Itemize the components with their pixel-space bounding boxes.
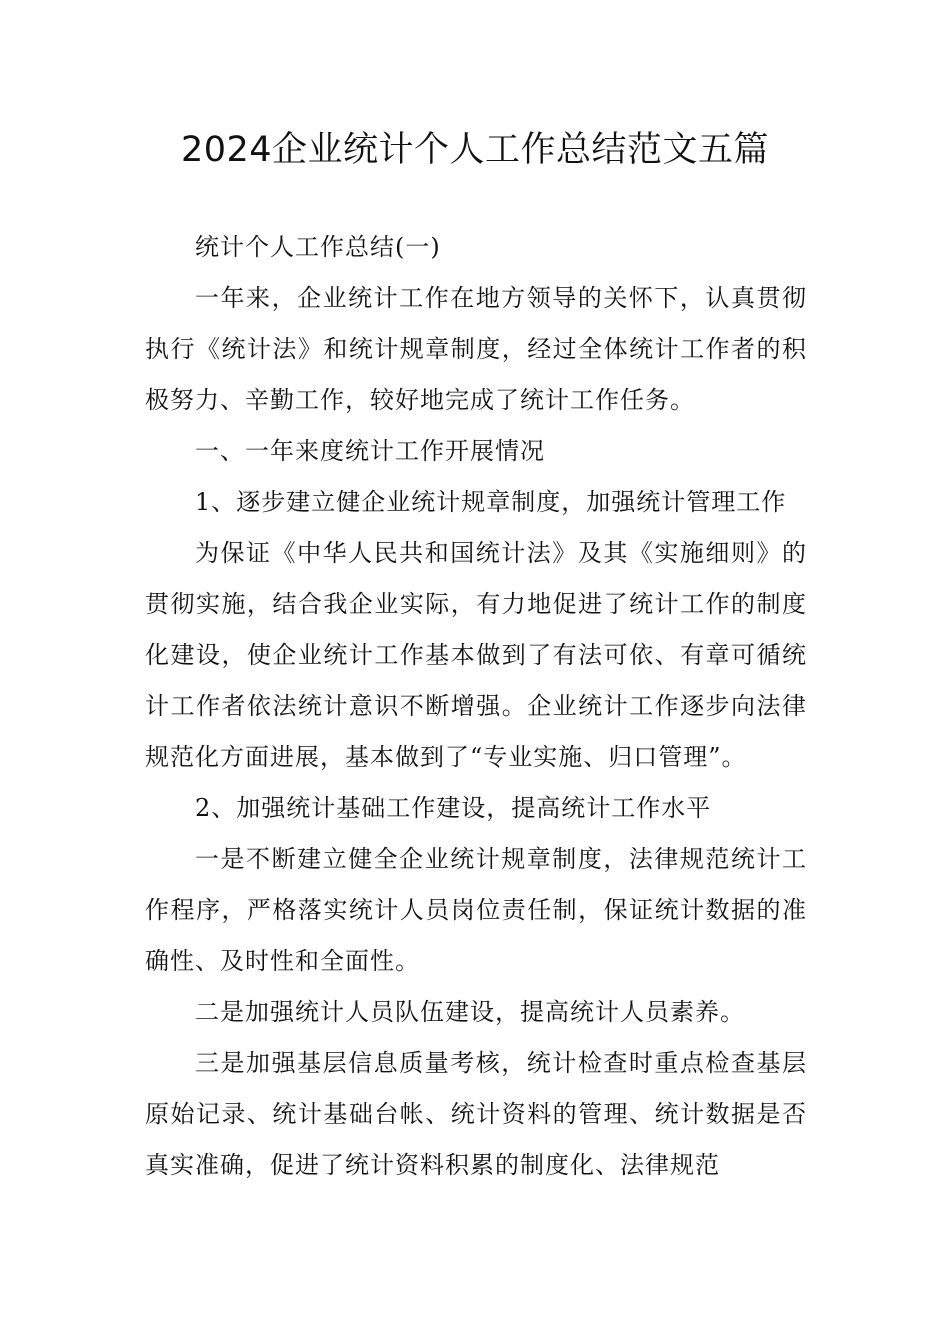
regulations-paragraph: 为保证《中华人民共和国统计法》及其《实施细则》的贯彻实施，结合我企业实际，有力地促进了统计工作的制度化建设，使企业统计工作基本做到了有法可依、有章可循统计工作者依法统计意识不断增强。企业统计工作逐步向法律规范化方面进展，基本做到了“专业实施、归口管理”。 (145, 539, 807, 771)
section-heading-summary-one: 统计个人工作总结(一) (195, 233, 441, 261)
subheading-regulations: 1、逐步建立健企业统计规章制度，加强统计管理工作 (195, 488, 787, 516)
point-one-paragraph: 一是不断建立健全企业统计规章制度，法律规范统计工作程序，严格落实统计人员岗位责任制，保证统计数据的准确性、及时性和全面性。 (145, 845, 807, 975)
document-body (145, 222, 807, 1191)
point-three-paragraph: 三是加强基层信息质量考核，统计检查时重点检查基层原始记录、统计基础台帐、统计资料的管理、统计数据是否真实准确，促进了统计资料积累的制度化、法律规范 (145, 1049, 807, 1179)
intro-paragraph: 一年来，企业统计工作在地方领导的关怀下，认真贯彻执行《统计法》和统计规章制度，经过全体统计工作者的积极努力、辛勤工作，较好地完成了统计工作任务。 (145, 284, 807, 414)
section-heading-work-status: 一、一年来度统计工作开展情况 (195, 437, 545, 465)
subheading-foundation-work: 2、加强统计基础工作建设，提高统计工作水平 (195, 794, 712, 822)
point-two-paragraph: 二是加强统计人员队伍建设，提高统计人员素养。 (195, 998, 745, 1026)
document-title: 2024企业统计个人工作总结范文五篇 (180, 130, 770, 170)
